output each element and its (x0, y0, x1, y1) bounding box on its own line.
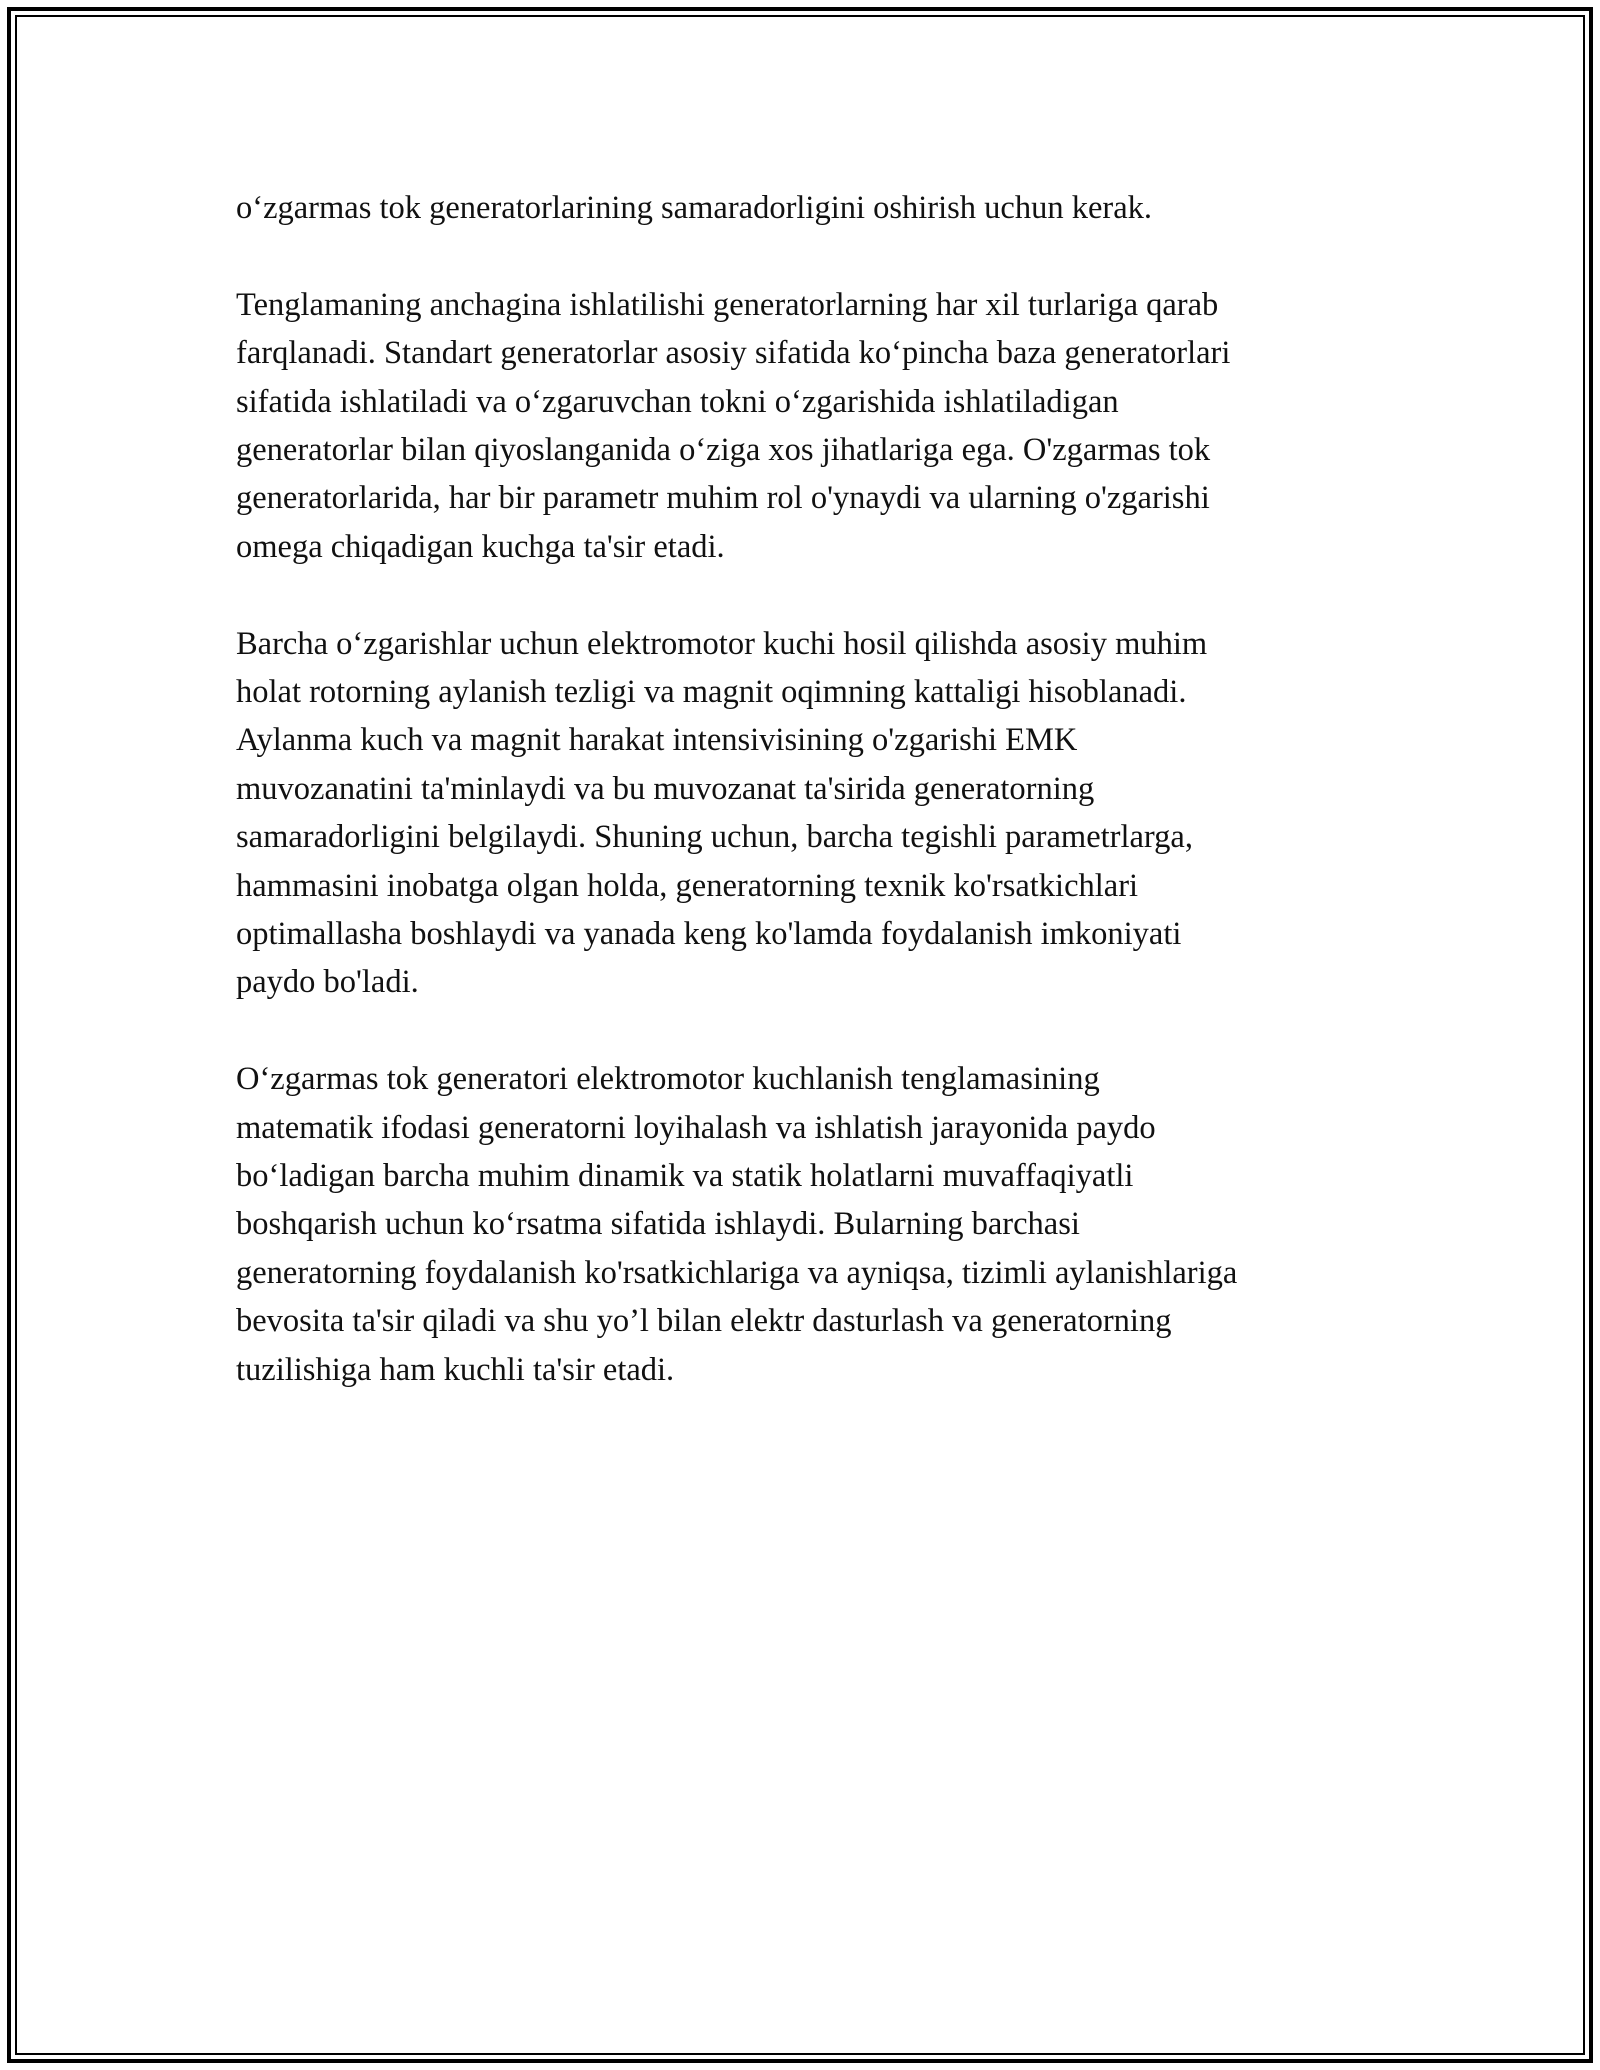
paragraph-2: Tenglamaning anchagina ishlatilishi generatorlarning har xil turlariga qarab farqlanadi. Standart generatorlar asosiy sifatida ko‘pincha baza generatorlari sifatida ishlatiladi va o‘zgaruvchan tokni o‘zgarishida ishlatiladigan generatorlar bilan qiyoslanganida o‘ziga xos jihatlariga ega. O'zgarmas tok generatorlarida, har bir parametr muhim rol o'ynaydi va ularning o'zgarishi omega chiqadigan kuchga ta'sir etadi. (236, 286, 1231, 565)
paragraph-4: O‘zgarmas tok generatori elektromotor kuchlanish tenglamasining matematik ifodasi generatorni loyihalash va ishlatish jarayonida paydo bo‘ladigan barcha muhim dinamik va statik holatlarni muvaffaqiyatli boshqarish uchun ko‘rsatma sifatida ishlaydi. Bularning barchasi generatorning foydalanish ko'rsatkichlariga va ayniqsa, tizimli aylanishlariga bevosita ta'sir qiladi va shu yo’l bilan elektr dasturlash va generatorning tuzilishiga ham kuchli ta'sir etadi. (236, 1061, 1238, 1388)
paragraph-1: o‘zgarmas tok generatorlarining samaradorligini oshirish uchun kerak. (236, 190, 1153, 226)
document-body (236, 184, 1376, 1443)
paragraph-3: Barcha o‘zgarishlar uchun elektromotor kuchi hosil qilishda asosiy muhim holat rotorning aylanish tezligi va magnit oqimning kattaligi hisoblanadi. Aylanma kuch va magnit harakat intensivisining o'zgarishi EMK muvozanatini ta'minlaydi va bu muvozanat ta'sirida generatorning samaradorligini belgilaydi. Shuning uchun, barcha tegishli parametrlarga, hammasini inobatga olgan holda, generatorning texnik ko'rsatkichlari optimallasha boshlaydi va yanada keng ko'lamda foydalanish imkoniyati paydo bo'ladi. (236, 625, 1208, 1001)
